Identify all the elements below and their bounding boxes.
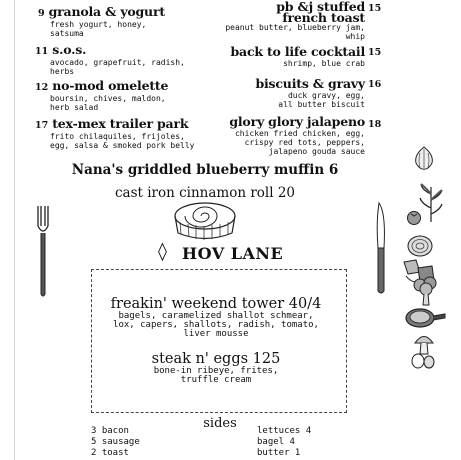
menu-item-tex-mex bbox=[35, 116, 225, 150]
item-name: no-mod omelette bbox=[52, 78, 169, 93]
sides-left-list bbox=[91, 426, 140, 459]
item-desc-line: avocado, grapefruit, radish, bbox=[50, 58, 185, 67]
item-price: 12 bbox=[35, 82, 49, 93]
sides-right-list bbox=[257, 426, 311, 459]
menu-item-glory-jalapeno bbox=[200, 116, 365, 156]
side-item: 5 sausage bbox=[91, 437, 140, 447]
item-price: 15 bbox=[368, 47, 382, 58]
item-desc-line: lox, capers, shallots, radish, tomato, bbox=[113, 320, 319, 330]
diamond-icon: ◊ bbox=[158, 241, 167, 262]
item-desc-line: crispy red tots, peppers, bbox=[244, 137, 365, 147]
side-item: butter 1 bbox=[257, 448, 301, 458]
tower-name: freakin' weekend tower 40/4 bbox=[110, 296, 322, 312]
menu-item-biscuits-gravy bbox=[200, 78, 365, 109]
item-desc-line: bone-in ribeye, frites, bbox=[153, 366, 279, 376]
side-item: 3 bacon bbox=[91, 426, 129, 436]
item-desc-line: bagels, caramelized shallot schmear, bbox=[118, 311, 314, 321]
cinnamon-roll-icon bbox=[170, 200, 240, 242]
item-desc-line: herb salad bbox=[50, 103, 99, 112]
item-desc-line: shrimp, blue crab bbox=[283, 58, 365, 68]
item-desc-line: frito chilaquiles, frijoles, bbox=[50, 132, 185, 141]
page-edge-rule bbox=[14, 0, 15, 460]
garlic-icon bbox=[412, 145, 436, 171]
muffin-special: Nana's griddled blueberry muffin 6 bbox=[71, 162, 339, 178]
hov-lane-title: HOV LANE bbox=[182, 244, 284, 263]
side-item: lettuces 4 bbox=[257, 426, 312, 436]
item-price: 11 bbox=[35, 46, 49, 57]
cinnamon-roll-special: cast iron cinnamon roll 20 bbox=[114, 185, 296, 201]
hov-lane-box bbox=[91, 269, 347, 413]
item-desc-line: whip bbox=[345, 32, 365, 41]
menu-item-omelette bbox=[35, 78, 215, 112]
item-name: glory glory jalapeno bbox=[229, 114, 365, 129]
item-desc-line: all butter biscuit bbox=[278, 99, 365, 109]
item-price: 15 bbox=[368, 3, 382, 14]
item-name: biscuits & gravy bbox=[255, 76, 365, 91]
item-desc-line: boursin, chives, maldon, bbox=[50, 94, 166, 103]
item-name: french toast bbox=[282, 10, 365, 25]
item-desc-line: egg, salsa & smoked pork belly bbox=[50, 141, 195, 150]
sides-title: sides bbox=[203, 416, 237, 431]
fork-icon bbox=[36, 206, 50, 298]
item-desc-line: liver mousse bbox=[183, 329, 249, 339]
item-price: 18 bbox=[368, 119, 382, 130]
steak-desc bbox=[96, 367, 336, 385]
onion-icon bbox=[406, 232, 434, 258]
menu-item-pbj-french-toast bbox=[210, 1, 365, 41]
item-desc-line: peanut butter, blueberry jam, bbox=[225, 23, 365, 32]
menu-item-granola bbox=[38, 4, 218, 38]
menu-item-back-to-life bbox=[200, 46, 365, 68]
item-name: granola & yogurt bbox=[48, 4, 165, 19]
skillet-icon bbox=[404, 306, 446, 330]
item-desc-line: duck gravy, egg, bbox=[287, 90, 365, 100]
item-desc-line: jalapeno gouda sauce bbox=[268, 146, 365, 156]
egg-icon bbox=[410, 352, 436, 370]
tomato-icon bbox=[406, 210, 422, 226]
item-desc-line: chicken fried chicken, egg, bbox=[234, 128, 365, 138]
item-name: tex-mex trailer park bbox=[52, 116, 189, 131]
item-price: 16 bbox=[368, 79, 382, 90]
menu-item-sos bbox=[35, 42, 215, 76]
item-desc-line: truffle cream bbox=[180, 375, 252, 385]
steak-name: steak n' eggs 125 bbox=[151, 351, 281, 367]
knife-icon bbox=[374, 203, 388, 295]
side-item: 2 toast bbox=[91, 448, 129, 458]
item-desc-line: herbs bbox=[50, 67, 75, 76]
broccoli-icon bbox=[412, 276, 440, 306]
tower-desc bbox=[96, 312, 336, 339]
item-desc-line: fresh yogurt, honey, bbox=[50, 20, 147, 29]
item-name: back to life cocktail bbox=[230, 44, 365, 59]
item-desc-line: satsuma bbox=[50, 29, 84, 38]
item-price: 9 bbox=[38, 8, 45, 19]
item-name: s.o.s. bbox=[52, 42, 87, 57]
item-name: pb &j stuffed bbox=[276, 0, 365, 14]
side-item: bagel 4 bbox=[257, 437, 295, 447]
item-price: 17 bbox=[35, 120, 49, 131]
